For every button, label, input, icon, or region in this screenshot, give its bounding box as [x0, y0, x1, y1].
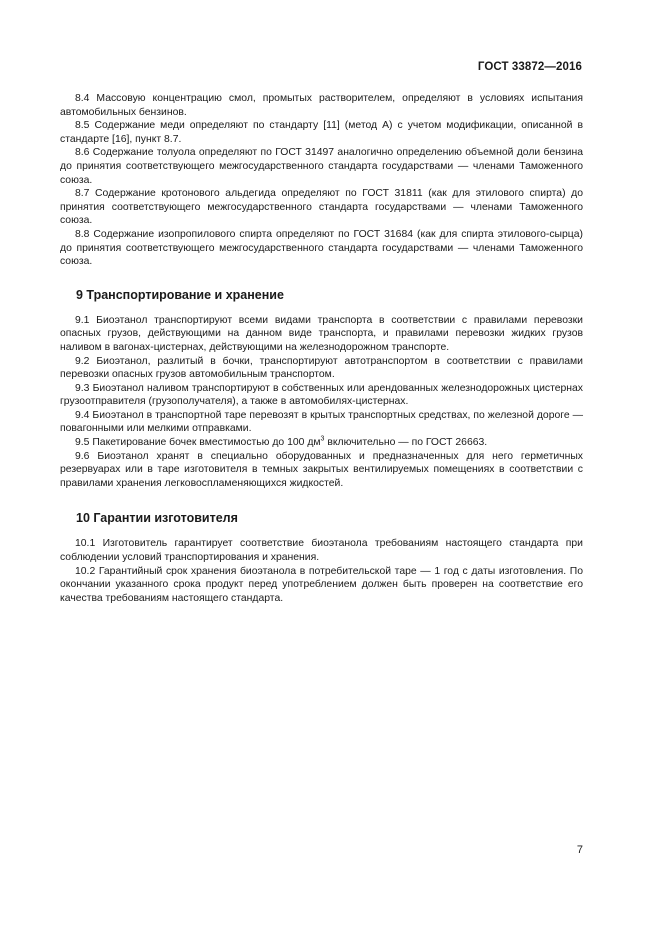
page-number: 7 [576, 844, 583, 856]
paragraph-9-5-tail: включительно — по ГОСТ 26663. [324, 437, 488, 449]
paragraph-9-5-text: 9.5 Пакетирование бочек вместимостью до 100 дм [75, 437, 321, 449]
paragraph-8-7: 8.7 Содержание кротонового альдегида определяют по ГОСТ 31811 (как для этилового спирта) до принятия соответствующего межгосударственного стандарта государствами — членами Таможенного союза. [60, 188, 583, 227]
section-9-heading: 9 Транспортирование и хранение [76, 287, 284, 302]
cubic-superscript: 3 [320, 435, 325, 443]
paragraph-9-5 [60, 436, 583, 450]
paragraph-10-2: 10.2 Гарантийный срок хранения биоэтанола в потребительской таре — 1 год с даты изготовления. По окончании указанного срока продукт перед употреблением должен быть проверен на соответствие его качества требованиям настоящего стандарта. [60, 565, 583, 604]
paragraph-9-2: 9.2 Биоэтанол, разлитый в бочки, транспортируют автотранспортом в соответствии с правилами перевозки опасных грузов автомобильным транспортом. [60, 355, 583, 381]
page-content [60, 92, 583, 605]
paragraph-8-4: 8.4 Массовую концентрацию смол, промытых растворителем, определяют в условиях испытания автомобильных бензинов. [60, 93, 583, 118]
paragraph-9-3: 9.3 Биоэтанол наливом транспортируют в собственных или арендованных железнодорожных цистернах грузоотправителя (грузополучателя), а также в автомобилях-цистернах. [60, 382, 583, 408]
paragraph-10-1: 10.1 Изготовитель гарантирует соответствие биоэтанола требованиям настоящего стандарта при соблюдении условий транспортирования и хранения. [60, 538, 583, 564]
paragraph-9-6: 9.6 Биоэтанол хранят в специально оборудованных и предназначенных для него герметичных резервуарах или в таре изготовителя в темных закрытых вентилируемых помещениях в соответствии с правилами хранения легковоспламеняющихся жидкостей. [60, 450, 583, 489]
paragraph-9-4: 9.4 Биоэтанол в транспортной таре перевозят в крытых транспортных средствах, по железной дороге — повагонными или мелкими отправками. [60, 409, 583, 435]
paragraph-8-8: 8.8 Содержание изопропилового спирта определяют по ГОСТ 31684 (как для спирта этилового-сырца) до принятия соответствующего межгосударственного стандарта государствами — членами Таможенного союза. [60, 228, 583, 268]
paragraph-8-6: 8.6 Содержание толуола определяют по ГОСТ 31497 аналогично определению объемной доли бензина до принятия соответствующего межгосударственного стандарта государствами — членами Таможенного союза. [60, 147, 583, 186]
document-number: ГОСТ 33872—2016 [477, 61, 582, 73]
paragraph-9-1: 9.1 Биоэтанол транспортируют всеми видами транспорта в соответствии с правилами перевозки опасных грузов, действующими на данном виде транспорта, и правилами перевозки жидких грузов наливом в вагонах-цистернах, действующими на железнодорожном транспорте. [60, 314, 583, 353]
section-10-heading: 10 Гарантии изготовителя [76, 511, 238, 526]
paragraph-8-5: 8.5 Содержание меди определяют по стандарту [11] (метод А) с учетом модификации, описанной в стандарте [16], пункт 8.7. [60, 120, 583, 145]
